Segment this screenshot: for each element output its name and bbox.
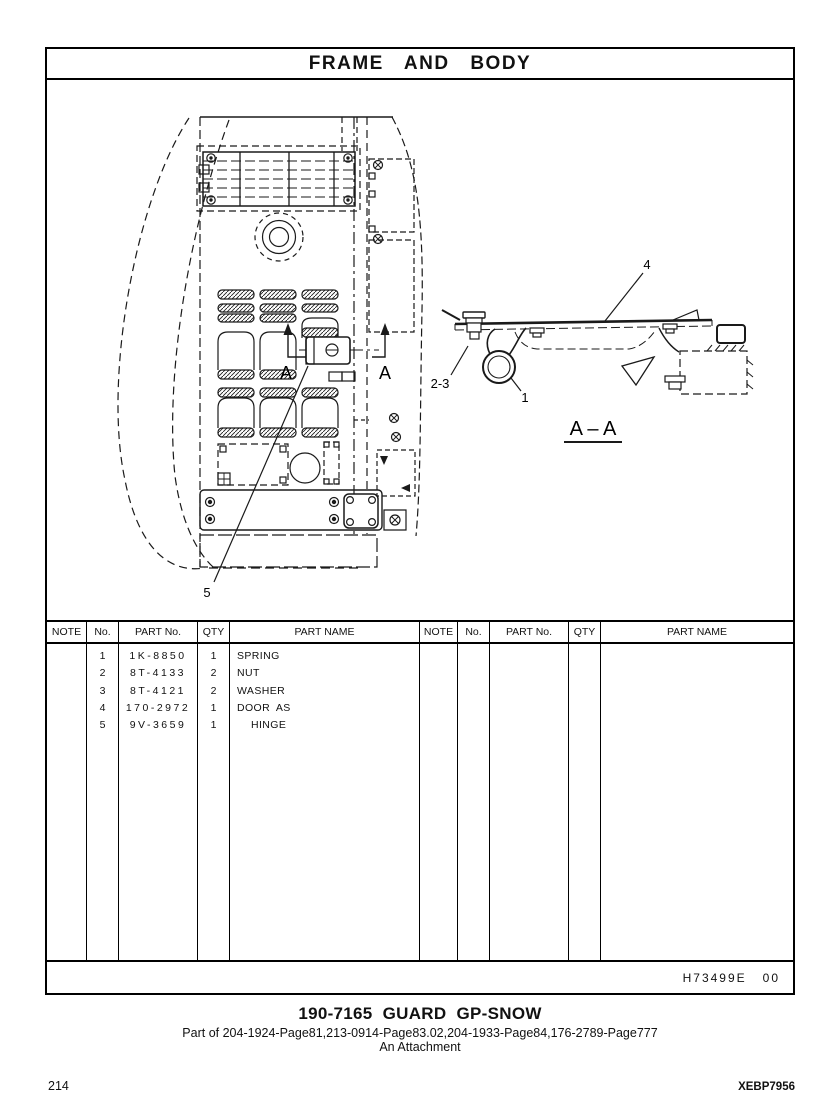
row-no: 3 [99,684,106,697]
col-partname-header-left: PART NAME [230,622,420,642]
section-arrow-left [284,323,307,357]
publication-code: XEBP7956 [738,1081,795,1093]
partno-column-right [490,644,569,960]
row-part-no: 170-2972 [125,701,191,714]
row-part-no: 8T-4121 [129,684,187,697]
row-no: 5 [99,719,106,732]
parts-table [47,620,793,993]
col-note-header-right: NOTE [420,622,458,642]
technical-drawing [47,80,793,620]
partno-column-left [119,644,198,960]
callout-4-label: 4 [643,257,651,272]
row-qty: 1 [210,719,217,732]
parts-table-body [47,644,793,960]
footer-block [0,1004,840,1054]
row-qty: 1 [210,650,217,662]
section-letter-left: A [279,363,293,383]
page-number: 214 [48,1079,69,1093]
row-part-name: DOOR AS [237,701,291,714]
section-title-label: A – A [569,418,617,440]
parts-table-header [47,620,793,644]
row-no: 4 [99,701,106,714]
col-no-header-right: No. [458,622,490,642]
row-no: 2 [99,667,106,680]
col-qty-header-left: QTY [198,622,230,642]
callout-5-label: 5 [203,585,211,600]
col-note-header-left: NOTE [47,622,87,642]
drawing-number: H73499E 00 [682,970,780,985]
callout-2-3-label: 2-3 [430,376,450,391]
partname-column-right [601,644,793,960]
row-qty: 1 [210,701,217,714]
col-partno-header-right: PART No. [490,622,569,642]
row-part-no: 9V-3659 [129,719,187,732]
row-part-name: WASHER [237,684,286,697]
col-qty-header-right: QTY [569,622,601,642]
attachment-note: An Attachment [379,1040,461,1054]
row-part-name: NUT [237,667,260,680]
row-part-no: 1K-8850 [129,650,187,662]
no-column-left [87,644,119,960]
row-part-no: 8T-4133 [129,667,187,680]
page-frame [45,47,795,995]
partname-column-left [230,644,420,960]
assembly-title: 190-7165 GUARD GP-SNOW [298,1004,542,1023]
page-title-text: FRAME AND BODY [308,52,532,74]
section-letter-right: A [378,363,392,383]
front-view-drawing [118,117,422,582]
callout-1-label: 1 [521,390,529,405]
row-part-name: HINGE [251,719,287,732]
no-column-right [458,644,490,960]
drawing-number-strip [47,960,793,993]
qty-column-left [198,644,230,960]
bottom-row [48,1079,795,1093]
page-title [47,49,793,80]
note-column-right [420,644,458,960]
section-arrow-right [372,323,390,357]
part-of-note: Part of 204-1924-Page81,213-0914-Page83.02,204-1933-Page84,176-2789-Page777 [182,1026,658,1040]
qty-column-right [569,644,601,960]
section-view-drawing [442,273,753,442]
drawing-canvas [47,80,792,620]
note-column-left [47,644,87,960]
row-qty: 2 [210,684,217,697]
row-no: 1 [99,650,106,662]
row-qty: 2 [210,667,217,680]
col-no-header-left: No. [87,622,119,642]
col-partno-header-left: PART No. [119,622,198,642]
row-part-name: SPRING [237,650,280,662]
col-partname-header-right: PART NAME [666,626,728,638]
